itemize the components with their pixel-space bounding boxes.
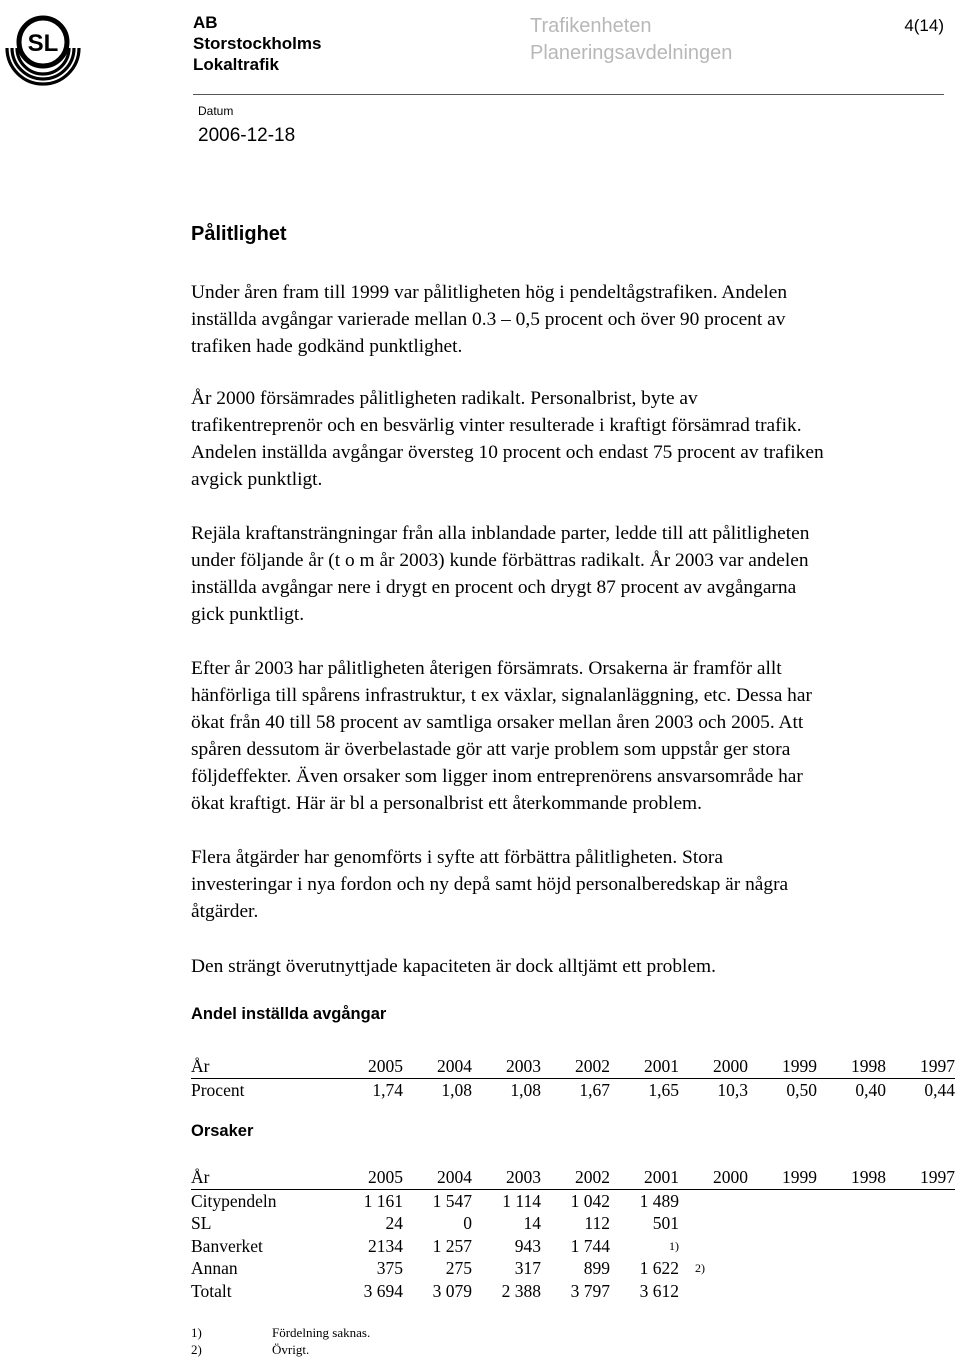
table-row	[191, 1280, 955, 1303]
table-header-cell: 1999	[748, 1166, 817, 1189]
table-row	[191, 1235, 955, 1258]
table-header-row	[191, 1166, 955, 1189]
table-cell: Annan	[191, 1258, 238, 1278]
table-header-row	[191, 1055, 955, 1078]
table-cell: 1,08	[510, 1079, 541, 1100]
table-cell	[886, 1235, 955, 1258]
text-line: trafikentreprenör och en besvärlig vinter resulterade i kraftigt försämrad trafik.	[191, 415, 802, 436]
text-line: avgick punktligt.	[191, 469, 323, 490]
table-cell: 1 489	[639, 1190, 679, 1211]
table-header-cell: 2002	[541, 1055, 610, 1078]
table-cell	[886, 1189, 955, 1212]
table-cell	[679, 1189, 748, 1212]
table-cell: 899	[583, 1258, 610, 1278]
table-cell	[679, 1212, 748, 1235]
table-header-cell: 1998	[817, 1055, 886, 1078]
table-cell: 0,40	[855, 1079, 886, 1100]
table-header-cell: 2001	[610, 1166, 679, 1189]
table-header-cell: 2002	[541, 1166, 610, 1189]
sl-logo	[0, 6, 86, 88]
footnote-text: Övrigt.	[272, 1342, 310, 1357]
table-cell: Citypendeln	[191, 1190, 277, 1211]
table-cell: Procent	[191, 1079, 245, 1100]
table-cell	[748, 1212, 817, 1235]
table-cell: 1,67	[579, 1079, 610, 1100]
table-cell: 1,74	[372, 1079, 403, 1100]
table-cell: 3 694	[363, 1280, 403, 1301]
table-cell: 375	[376, 1258, 403, 1278]
table-cell: 1 161	[363, 1190, 403, 1211]
table-cell: 112	[584, 1213, 610, 1233]
table-header-cell: 2004	[403, 1055, 472, 1078]
table-row	[191, 1257, 955, 1280]
table-header-cell: År	[191, 1055, 319, 1078]
table-cell	[817, 1257, 886, 1280]
table-header-cell: 2004	[403, 1166, 472, 1189]
paragraph	[191, 655, 960, 817]
table-cell: 3 612	[639, 1280, 679, 1301]
table-cell: 2134	[368, 1235, 403, 1256]
table-cell	[679, 1280, 748, 1303]
table-cell: 10,3	[717, 1079, 748, 1100]
text-line: under följande år (t o m år 2003) kunde förbättras radikalt. År 2003 var andelen	[191, 550, 809, 571]
text-line: Rejäla kraftansträngningar från alla inblandade parter, ledde till att pålitligheten	[191, 523, 810, 544]
table-header-cell: År	[191, 1166, 319, 1189]
section-heading: Pålitlighet	[191, 223, 287, 245]
table-header-cell: 1999	[748, 1055, 817, 1078]
table-cell: 0	[463, 1213, 472, 1233]
table-header-cell: 1997	[886, 1055, 955, 1078]
paragraph	[191, 844, 960, 925]
table-cell: 1 622	[639, 1258, 679, 1278]
date-value: 2006-12-18	[198, 125, 296, 146]
table-cell: Banverket	[191, 1235, 263, 1256]
table-header-cell: 2000	[679, 1166, 748, 1189]
footnote	[191, 1341, 309, 1358]
table-cell: 1 257	[432, 1235, 472, 1256]
paragraph	[191, 385, 960, 493]
table-cell: 943	[514, 1235, 541, 1256]
text-line: inställda avgångar varierade mellan 0.3 – 0,5 procent och över 90 procent av	[191, 309, 786, 330]
table-cell	[886, 1280, 955, 1303]
text-line: inställda avgångar nere i drygt en procent och drygt 87 procent av avgångarna	[191, 577, 797, 598]
text-line: hänförliga till spårens infrastruktur, t ex växlar, signalanläggning, etc. Dessa har	[191, 685, 812, 706]
table-cell	[817, 1212, 886, 1235]
table-cell	[748, 1235, 817, 1258]
footnote-key: 2)	[191, 1342, 202, 1357]
table-cell	[886, 1257, 955, 1280]
text-line: Den strängt överutnyttjade kapaciteten är dock alltjämt ett problem.	[191, 956, 716, 977]
table-cell	[679, 1235, 748, 1258]
table-cell	[817, 1280, 886, 1303]
table-header-cell: 2005	[319, 1055, 403, 1078]
text-line: Flera åtgärder har genomförts i syfte att förbättra pålitligheten. Stora	[191, 847, 723, 868]
text-line: spåren dessutom är överbelastade gör att varje problem som uppstår ger stora	[191, 739, 791, 760]
text-line: Andelen inställda avgångar översteg 10 procent och endast 75 procent av trafiken	[191, 442, 824, 463]
table-header-cell: 1998	[817, 1166, 886, 1189]
text-line: Efter år 2003 har pålitligheten återigen försämrats. Orsakerna är framför allt	[191, 658, 782, 679]
footnote-ref: 2)	[695, 1261, 705, 1275]
footnote-ref: 1)	[669, 1238, 679, 1253]
text-line: följdeffekter. Även orsaker som ligger inom entreprenörens ansvarsområde har	[191, 766, 803, 787]
logo-text: SL	[27, 30, 59, 57]
table-cell: 1 744	[570, 1235, 610, 1256]
footnote-text: Fördelning saknas.	[272, 1325, 371, 1340]
table-cell	[817, 1235, 886, 1258]
table-title: Orsaker	[191, 1122, 254, 1140]
table-cell	[748, 1189, 817, 1212]
table-cell: SL	[191, 1213, 212, 1233]
table-cell: 275	[445, 1258, 472, 1278]
table-cell	[817, 1189, 886, 1212]
table-header-cell: 2001	[610, 1055, 679, 1078]
page-number: 4(14)	[904, 16, 944, 35]
table-cell: 3 797	[570, 1280, 610, 1301]
table-cell: 2 388	[501, 1280, 541, 1301]
footnote	[191, 1324, 370, 1341]
paragraph	[191, 953, 960, 980]
text-line: åtgärder.	[191, 901, 259, 922]
table-cell	[886, 1212, 955, 1235]
text-line: Under åren fram till 1999 var pålitligheten hög i pendeltågstrafiken. Andelen	[191, 282, 788, 303]
footnote-key: 1)	[191, 1325, 202, 1340]
table-cell	[748, 1280, 817, 1303]
table-row	[191, 1189, 955, 1212]
company-line: AB	[193, 13, 218, 32]
causes-table	[191, 1166, 955, 1302]
table-cell	[748, 1257, 817, 1280]
text-line: År 2000 försämrades pålitligheten radikalt. Personalbrist, byte av	[191, 388, 698, 409]
table-cell: 1,08	[441, 1079, 472, 1100]
table-cell: Totalt	[191, 1280, 232, 1301]
table-cell: 1 114	[502, 1190, 541, 1211]
table-cell: 14	[523, 1213, 541, 1233]
table-cell: 0,44	[924, 1079, 955, 1100]
table-header-cell: 2003	[472, 1055, 541, 1078]
text-line: ökat kraftigt. Här är bl a personalbrist ett återkommande problem.	[191, 793, 702, 814]
table-header-cell: 2000	[679, 1055, 748, 1078]
cancelled-departures-table	[191, 1055, 955, 1101]
table-cell: 1 042	[570, 1190, 610, 1211]
text-line: gick punktligt.	[191, 604, 305, 625]
table-header-cell: 1997	[886, 1166, 955, 1189]
department-line: Planeringsavdelningen	[530, 42, 733, 64]
text-line: ökat från 40 till 58 procent av samtliga orsaker mellan åren 2003 och 2005. Att	[191, 712, 804, 733]
header-divider	[193, 94, 944, 95]
table-cell: 501	[652, 1213, 679, 1233]
table-cell: 0,50	[786, 1079, 817, 1100]
text-line: trafiken hade godkänd punktlighet.	[191, 336, 463, 357]
text-line: investeringar i nya fordon och ny depå samt höjd personalberedskap är några	[191, 874, 789, 895]
department	[530, 13, 732, 67]
table-title: Andel inställda avgångar	[191, 1005, 387, 1023]
company-line: Storstockholms	[193, 34, 322, 53]
table-cell: 24	[385, 1213, 403, 1233]
table-row	[191, 1078, 955, 1101]
table-cell: 1 547	[432, 1190, 472, 1211]
date-label: Datum	[198, 104, 234, 118]
company-name	[193, 12, 321, 75]
table-cell: 317	[514, 1258, 541, 1278]
table-row	[191, 1212, 955, 1235]
table-header-cell: 2003	[472, 1166, 541, 1189]
department-line: Trafikenheten	[530, 15, 652, 37]
company-line: Lokaltrafik	[193, 55, 279, 74]
paragraph	[191, 520, 960, 628]
table-cell: 1,65	[648, 1079, 679, 1100]
paragraph	[191, 279, 960, 360]
table-header-cell: 2005	[319, 1166, 403, 1189]
table-cell: 3 079	[432, 1280, 472, 1301]
